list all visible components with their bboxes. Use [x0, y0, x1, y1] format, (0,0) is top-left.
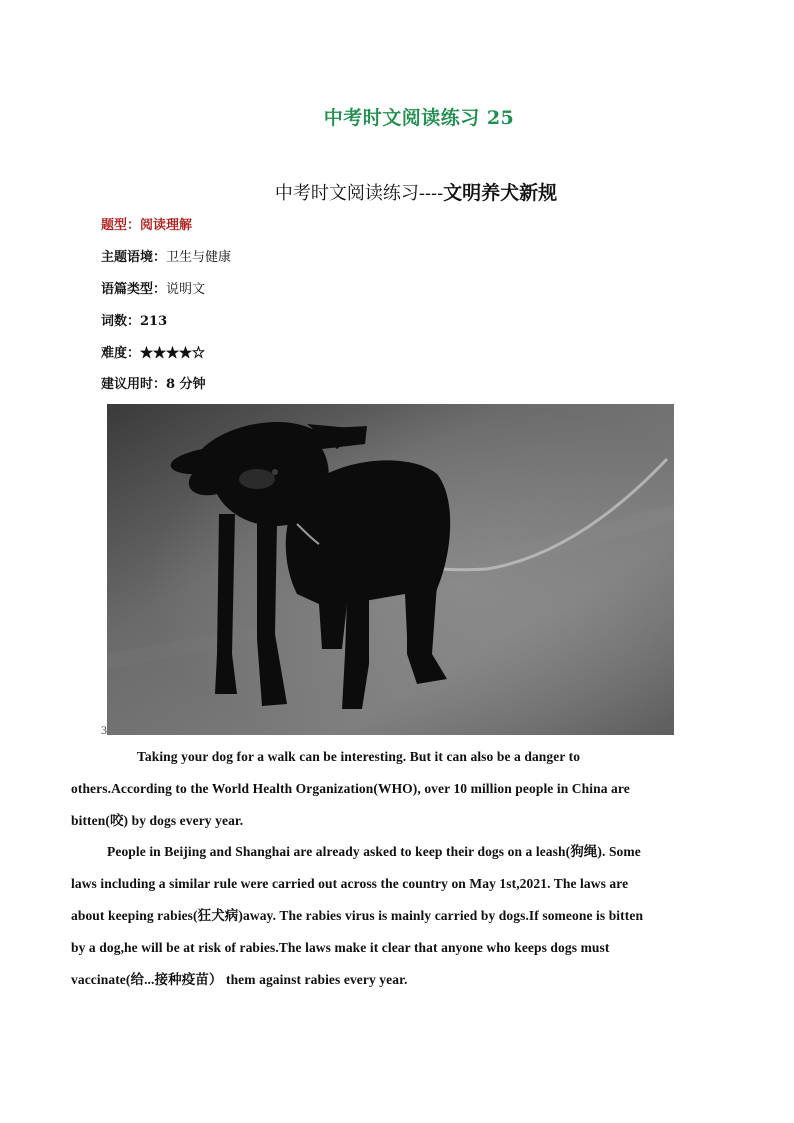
question-type-label: 题型：	[101, 218, 141, 233]
word-count-label: 词数：	[101, 314, 141, 329]
difficulty-stars: ★★★★☆	[140, 346, 206, 361]
difficulty-label: 难度：	[101, 346, 141, 361]
paragraph-1-line: bitten(咬) by dogs every year.	[71, 813, 244, 828]
text-genre	[101, 282, 205, 298]
theme-context	[101, 250, 231, 266]
article-title-main: 文明养犬新规	[443, 182, 558, 204]
question-type-value: 阅读理解	[140, 218, 193, 233]
question-type	[101, 218, 192, 234]
suggested-time-label: 建议用时：	[101, 377, 167, 392]
series-title: 中考时文阅读练习 25	[323, 107, 515, 129]
word-count-value: 213	[140, 314, 168, 329]
paragraph-2	[71, 836, 721, 996]
difficulty	[101, 346, 205, 362]
dog-photo	[107, 404, 674, 735]
figure-marker: 3	[101, 723, 107, 737]
suggested-time	[101, 377, 206, 393]
theme-context-label: 主题语境：	[101, 250, 167, 265]
word-count	[101, 314, 167, 330]
paragraph-1	[71, 741, 721, 837]
paragraph-2-line: vaccinate(给...接种疫苗） them against rabies every year.	[71, 972, 408, 987]
paragraph-2-line: laws including a similar rule were carried out across the country on May 1st,2021. The laws are	[71, 876, 629, 891]
article-title	[0, 178, 794, 205]
paragraph-2-line: by a dog,he will be at risk of rabies.The laws make it clear that anyone who keeps dogs must	[71, 940, 610, 955]
suggested-time-value: 8 分钟	[166, 377, 206, 392]
text-genre-label: 语篇类型：	[101, 282, 167, 297]
paragraph-1-line: others.According to the World Health Organization(WHO), over 10 million people in China are	[71, 781, 630, 796]
article-title-prefix: 中考时文阅读练习----	[274, 183, 444, 204]
paragraph-2-line: People in Beijing and Shanghai are already asked to keep their dogs on a leash(狗绳). Some	[107, 844, 641, 859]
paragraph-1-line: Taking your dog for a walk can be interesting. But it can also be a danger to	[137, 749, 581, 764]
theme-context-value: 卫生与健康	[166, 250, 232, 265]
dog-photo-illustration	[107, 404, 674, 735]
text-genre-value: 说明文	[166, 282, 206, 297]
paragraph-2-line: about keeping rabies(狂犬病)away. The rabies virus is mainly carried by dogs.If someone is bitten	[71, 908, 644, 923]
